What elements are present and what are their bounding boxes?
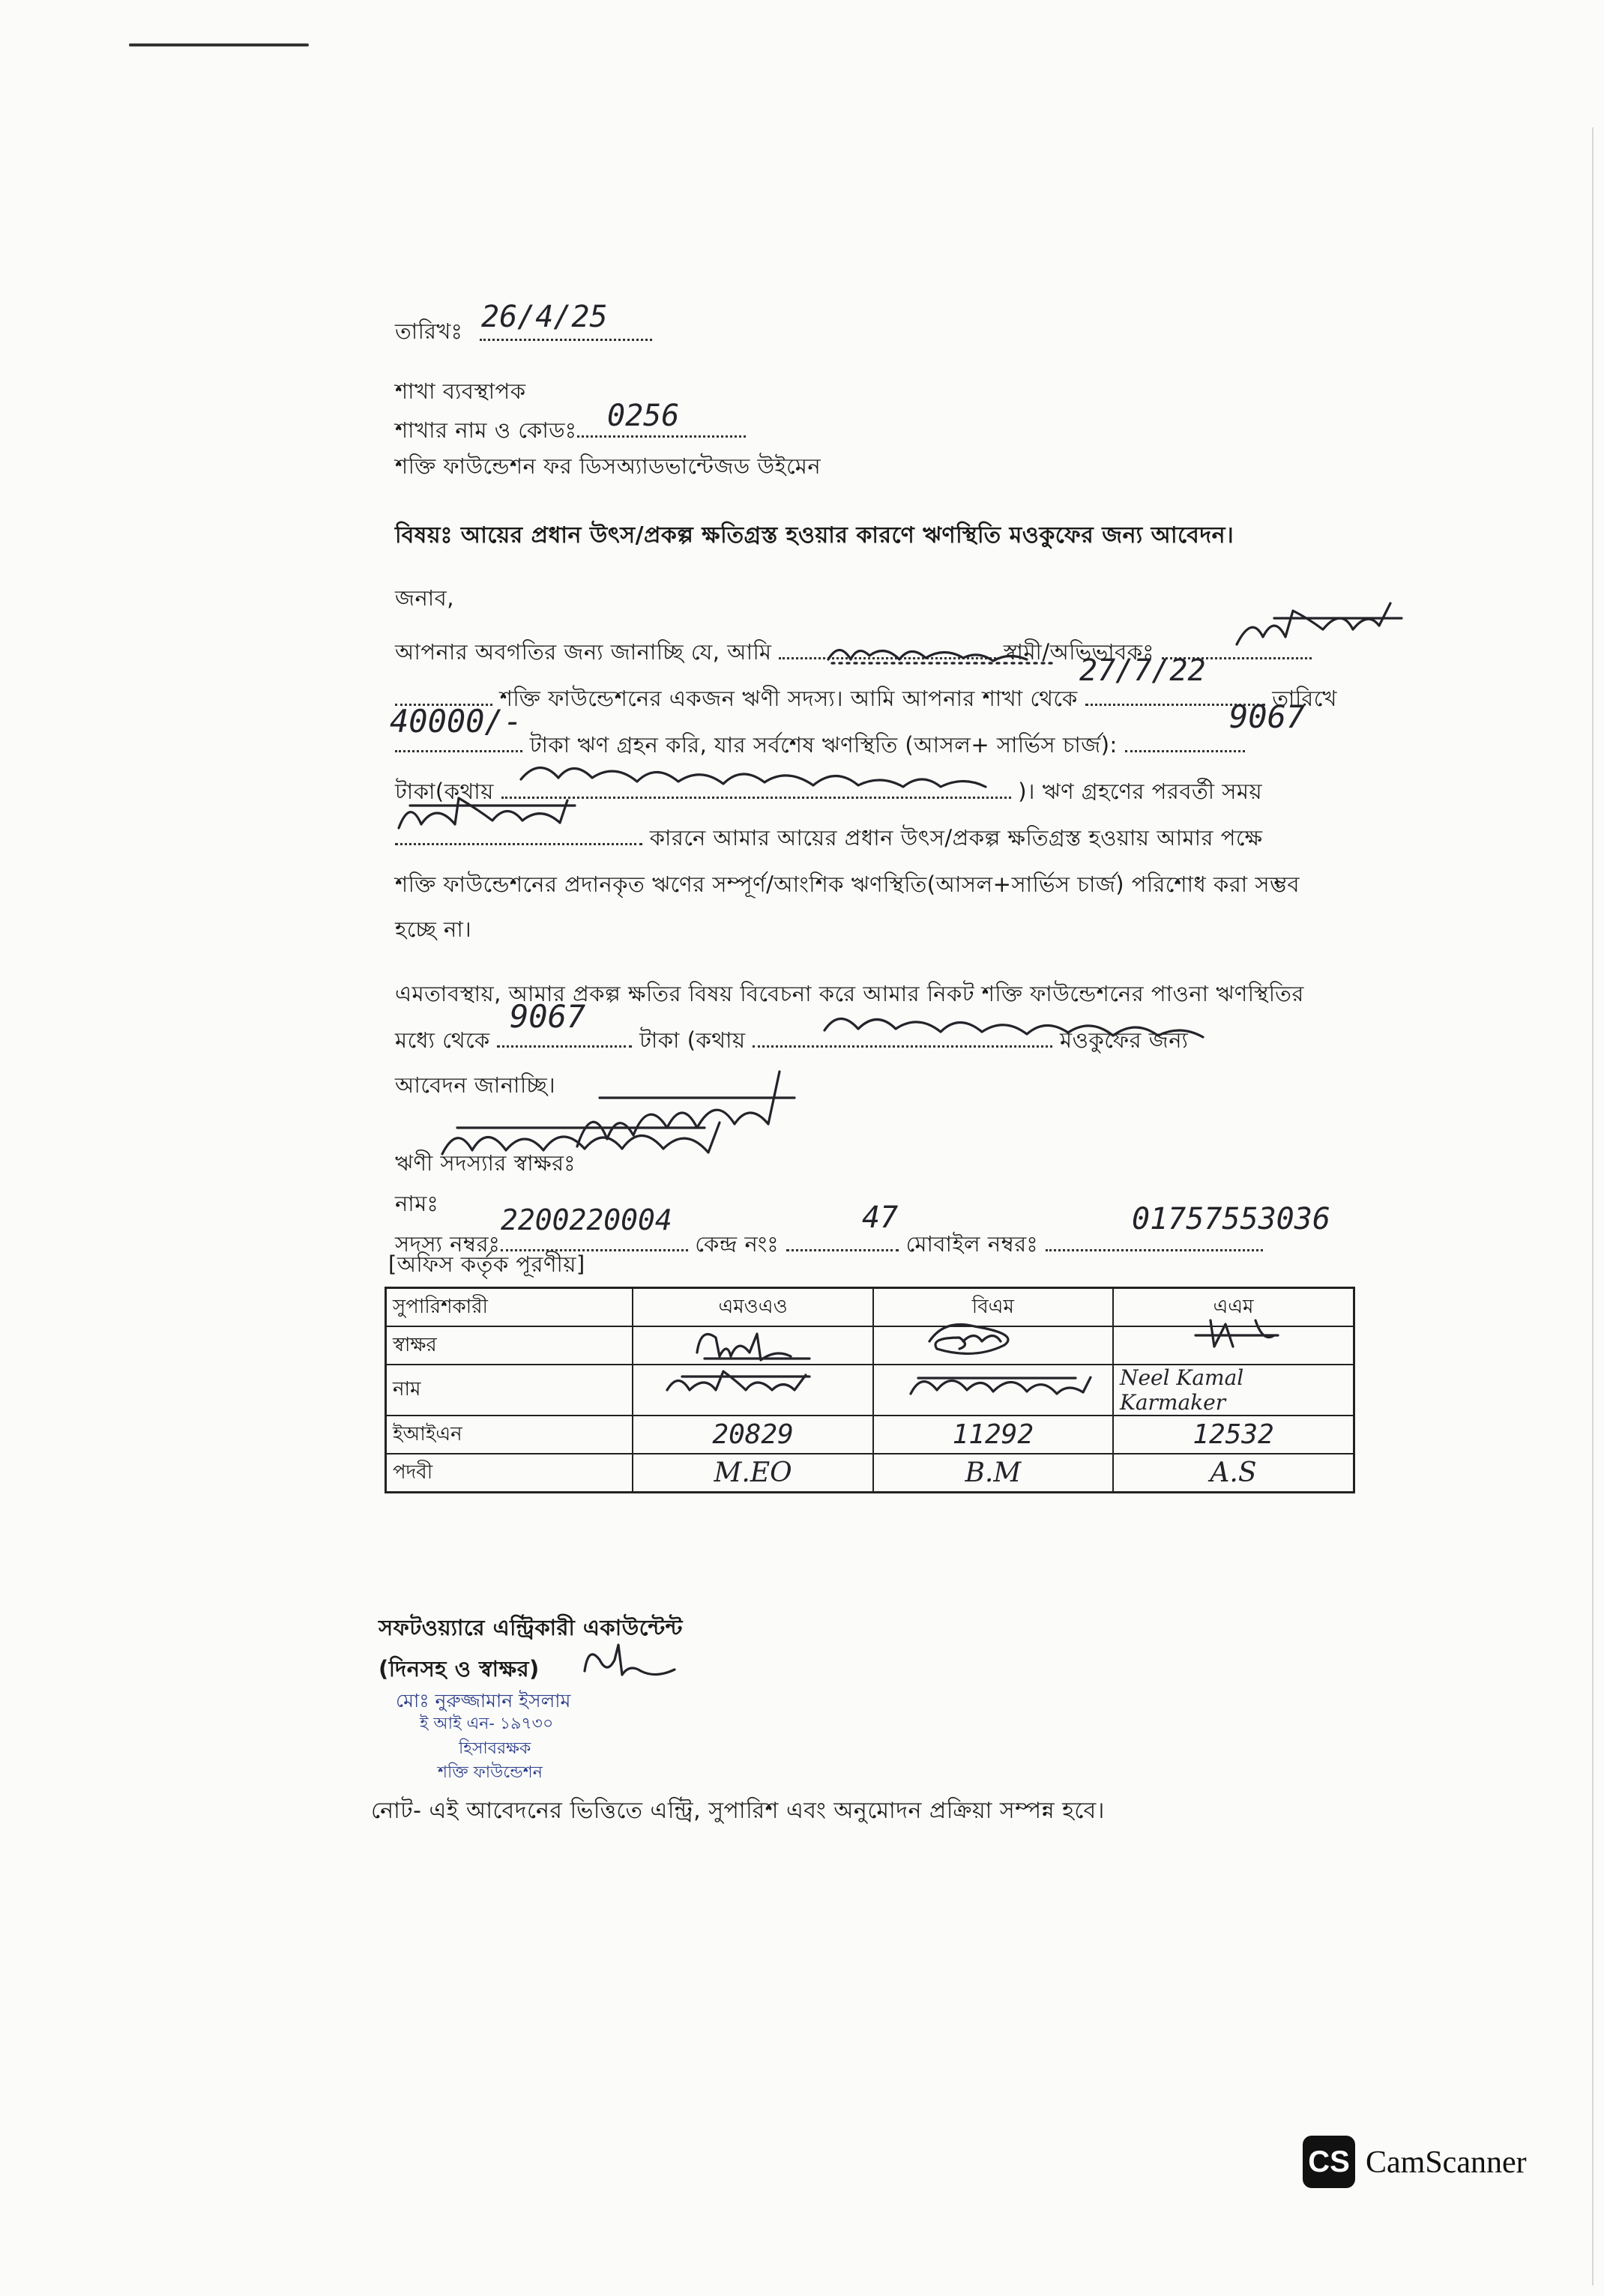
camscanner-brand: CamScanner — [1366, 2145, 1527, 2180]
para1-text-h: কারনে আমার আয়ের প্রধান উৎস/প্রকল্প ক্ষতিগ্রস্ত হওয়ায় আমার পক্ষে — [649, 825, 1263, 851]
para1-text-d: তারিখে — [1272, 686, 1337, 711]
para1-line7: হচ্ছে না। — [395, 916, 472, 942]
scan-edge — [1592, 127, 1594, 2286]
date-handwritten: 26/4/25 — [481, 300, 608, 334]
para2-text-c: টাকা (কথায় — [639, 1027, 746, 1053]
designation-cell-am: A.S — [1113, 1454, 1354, 1493]
branch-name-label: শাখার নাম ও কোডঃ — [395, 417, 577, 443]
date-label: তারিখঃ — [395, 318, 463, 344]
accountant-label: সফটওয়্যারে এন্ট্রিকারী একাউন্টেন্ট — [379, 1615, 683, 1640]
para1-text-e: টাকা ঋণ গ্রহন করি, যার সর্বশেষ ঋণস্থিতি (আসল+ সার্ভিস চার্জ): — [529, 732, 1118, 758]
para1-text-f: টাকা(কথায় — [395, 779, 494, 804]
loan-amount-field — [395, 750, 522, 752]
date-row — [395, 315, 462, 351]
table-row — [386, 1365, 1354, 1416]
branch-code-handwritten: 0256 — [607, 399, 680, 433]
branch-manager: শাখা ব্যবস্থাপক — [395, 378, 526, 404]
para1-line6: শক্তি ফাউন্ডেশনের প্রদানকৃত ঋণের সম্পূর্ণ/আংশিক ঋণস্থিতি(আসল+সার্ভিস চার্জ) পরিশোধ করা সম্ভব — [395, 871, 1300, 897]
camscanner-logo-icon: CS — [1303, 2136, 1355, 2188]
mobile-handwritten: 01757553036 — [1132, 1202, 1330, 1236]
outstanding-field — [1125, 750, 1245, 752]
loan-amount-handwritten: 40000/- — [390, 703, 523, 740]
designation-cell-mo: M.EO — [633, 1454, 872, 1493]
row-header-ein: ইআইএন — [386, 1416, 633, 1454]
date-signature-label: (দিনসহ ও স্বাক্ষর) — [379, 1656, 540, 1682]
accountant-stamp-line4: শক্তি ফাউন্ডেশন — [438, 1763, 543, 1782]
accountant-stamp-line3: হিসাবরক্ষক — [459, 1739, 531, 1758]
salutation: জনাব, — [395, 585, 455, 611]
col-header-mo: এমওএও — [633, 1288, 872, 1327]
branch-name-row — [395, 414, 746, 450]
member-number-label: সদস্য নম্বরঃ — [395, 1231, 501, 1257]
outstanding-handwritten: 9067 — [1229, 698, 1306, 735]
waiver-words-field — [753, 1045, 1052, 1048]
para2-line3: আবেদন জানাচ্ছি। — [395, 1072, 556, 1098]
waiver-amount-field — [497, 1045, 632, 1048]
amount-words-ink — [517, 749, 1057, 794]
mobile-field — [1046, 1249, 1263, 1251]
para1-text-c: শক্তি ফাউন্ডেশনের একজন ঋণী সদস্য। আমি আপনার শাখা থেকে — [499, 686, 1078, 711]
row-header-designation: পদবী — [386, 1454, 633, 1493]
kendra-handwritten: 47 — [862, 1200, 899, 1235]
accountant-signature-ink — [577, 1641, 690, 1686]
am-signature-ink — [1188, 1313, 1293, 1358]
kendra-field — [786, 1249, 899, 1251]
designation-cell-bm: B.M — [873, 1454, 1113, 1493]
kendra-label: কেন্দ্র নংঃ — [695, 1231, 780, 1257]
office-section-label: [অফিস কর্তৃক পূরণীয়] — [388, 1251, 585, 1277]
date-underline — [480, 339, 652, 341]
para2-text-d: মওকুফের জন্য — [1060, 1027, 1189, 1053]
member-name-ink — [824, 629, 1064, 674]
scan-mark — [129, 43, 309, 46]
name-cell-am — [1113, 1365, 1354, 1416]
note: নোট- এই আবেদনের ভিত্তিতে এন্ট্রি, সুপারিশ এবং অনুমোদন প্রক্রিয়া সম্পন্ন হবে। — [371, 1798, 1105, 1824]
bm-name-ink — [903, 1368, 1098, 1409]
row-header-name: নাম — [386, 1365, 633, 1416]
table-row — [386, 1454, 1354, 1493]
mo-signature-ink — [690, 1323, 824, 1368]
loan-date-handwritten: 27/7/22 — [1079, 653, 1206, 688]
reason-field — [395, 843, 642, 845]
accountant-stamp-line2: ই আই এন- ১৯৭৩০ — [420, 1715, 554, 1733]
bm-signature-ink — [918, 1319, 1053, 1364]
guardian-name-ink — [1229, 599, 1409, 659]
member-signature-label: ঋণী সদস্যার স্বাক্ষরঃ — [395, 1150, 576, 1176]
para2-line1: এমতাবস্থায়, আমার প্রকল্প ক্ষতির বিষয় বিবেচনা করে আমার নিকট শক্তি ফাউন্ডেশনের পাওনা ঋণস্থিতির — [395, 981, 1304, 1006]
para1-text-b: স্বামী/অভিভাবকঃ — [1003, 639, 1155, 665]
ein-cell-bm: 11292 — [873, 1416, 1113, 1454]
table-row — [386, 1416, 1354, 1454]
para2-text-b: মধ্যে থেকে — [395, 1027, 490, 1053]
branch-code-field — [577, 435, 746, 438]
para1-text-a: আপনার অবগতির জন্য জানাচ্ছি যে, আমি — [395, 639, 772, 665]
member-number-handwritten: 2200220004 — [501, 1203, 672, 1236]
subject: বিষয়ঃ আয়ের প্রধান উৎস/প্রকল্প ক্ষতিগ্রস্ত হওয়ার কারণে ঋণস্থিতি মওকুফের জন্য আবেদন। — [395, 522, 1234, 549]
col-header-am: এএম — [1113, 1288, 1354, 1327]
row-header-recommender: সুপারিশকারী — [386, 1288, 633, 1327]
reason-ink — [395, 791, 620, 843]
member-name-handwritten-ink — [435, 1109, 750, 1169]
para1-text-g: )। ঋণ গ্রহণের পরবর্তী সময় — [1018, 779, 1263, 804]
ein-cell-am: 12532 — [1113, 1416, 1354, 1454]
col-header-bm: বিএম — [873, 1288, 1113, 1327]
waiver-words-ink — [821, 1000, 1270, 1045]
row-header-signature: স্বাক্ষর — [386, 1326, 633, 1365]
ein-cell-mo: 20829 — [633, 1416, 872, 1454]
name-am-handwritten: Neel Kamal Karmaker — [1119, 1365, 1244, 1415]
mo-name-ink — [660, 1368, 839, 1405]
waiver-amount-handwritten: 9067 — [510, 998, 586, 1035]
mobile-label: মোবাইল নম্বরঃ — [905, 1231, 1039, 1257]
member-name-label: নামঃ — [395, 1191, 439, 1216]
org-name: শক্তি ফাউন্ডেশন ফর ডিসঅ্যাডভান্টেজড উইমেন — [395, 453, 821, 479]
accountant-stamp-line1: মোঃ নুরুজ্জামান ইসলাম — [396, 1690, 571, 1712]
